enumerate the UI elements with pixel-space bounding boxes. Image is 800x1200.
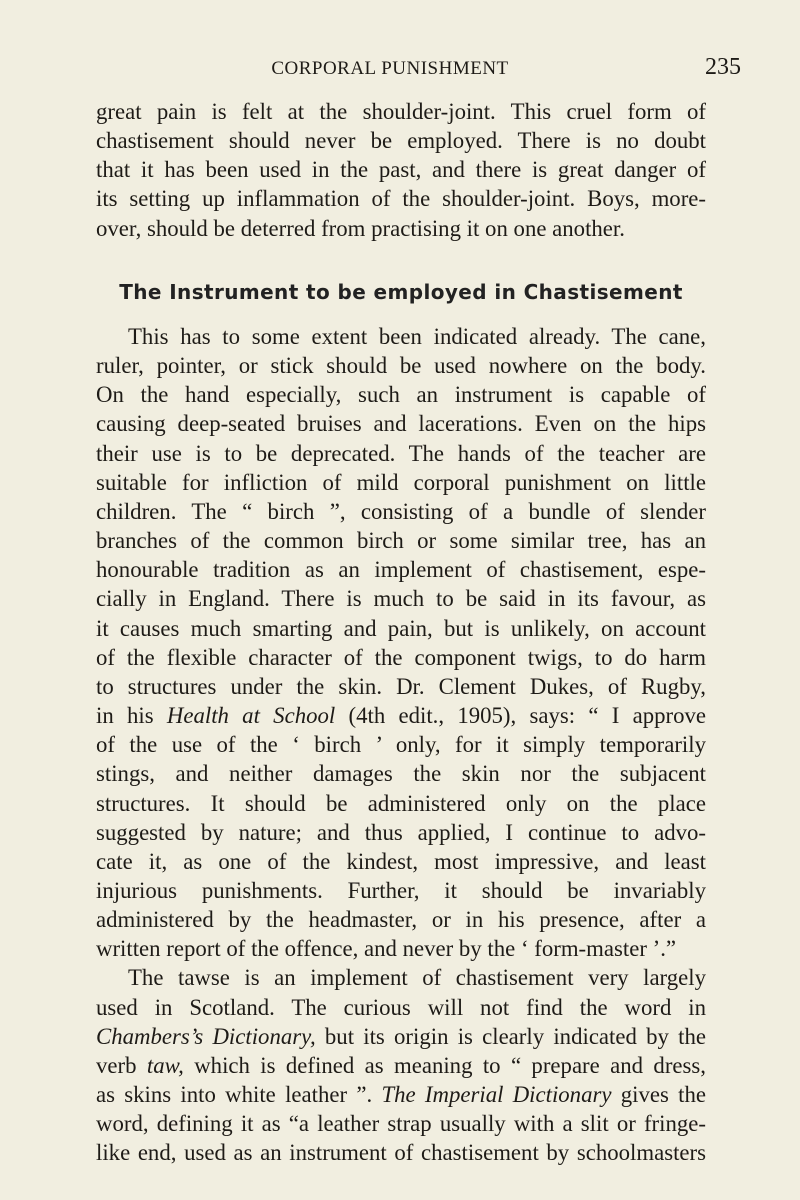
- line-fragment: which is defined as meaning to “ prepare and dress,: [183, 1052, 706, 1078]
- text-line: great pain is felt at the shoulder-joint. This cruel form of: [96, 99, 706, 124]
- text-line: stings, and neither damages the skin nor the subjacent: [96, 761, 706, 787]
- text-line: chastisement should never be employed. There is no doubt: [96, 128, 706, 154]
- text-line: of the use of the ‘ birch ’ only, for it simply temporarily: [96, 732, 706, 758]
- text-line: [96, 1051, 706, 1080]
- line-fragment: but its origin is clearly indicated by the: [315, 1023, 706, 1049]
- book-title-health-at-school: Health at School: [166, 703, 336, 729]
- text-line: that it has been used in the past, and there is great danger of: [96, 157, 706, 183]
- text-line: of the flexible character of the component twigs, to do harm: [96, 644, 706, 670]
- text-line: suggested by nature; and thus applied, I continue to advo-: [96, 819, 706, 845]
- text-line: injurious punishments. Further, it should be invariably: [96, 877, 706, 903]
- text-line: suitable for infliction of mild corporal punishment on little: [96, 469, 706, 495]
- line-fragment: in his: [96, 703, 167, 729]
- paragraph-1: [96, 97, 706, 243]
- text-line: to structures under the skin. Dr. Clement Dukes, of Rugby,: [96, 673, 706, 699]
- text-line: cially in England. There is much to be said in its favour, as: [96, 586, 706, 612]
- text-line: The tawse is an implement of chastisement very largely: [128, 965, 706, 991]
- text-line: This has to some extent been indicated already. The cane,: [128, 324, 706, 349]
- line-fragment: gives the: [611, 1082, 707, 1108]
- line-fragment: as skins into white leather ”.: [96, 1082, 382, 1108]
- text-line: [96, 1080, 706, 1109]
- text-line: honourable tradition as an implement of chastisement, espe-: [96, 557, 706, 583]
- text-line: administered by the headmaster, or in his presence, after a: [96, 907, 706, 933]
- text-line: their use is to be deprecated. The hands of the teacher are: [96, 440, 706, 466]
- word-taw: taw,: [146, 1052, 184, 1078]
- text-line: word, defining it as “a leather strap usually with a slit or fringe-: [96, 1111, 706, 1137]
- text-line: causing deep-seated bruises and lacerations. Even on the hips: [96, 411, 706, 437]
- line-fragment: verb: [96, 1052, 147, 1078]
- text-line: [96, 1022, 706, 1051]
- text-line: branches of the common birch or some similar tree, has an: [96, 528, 706, 554]
- page-number: 235: [705, 54, 741, 80]
- section-heading: The Instrument to be employed in Chastisement: [119, 280, 683, 304]
- text-line: [96, 701, 706, 730]
- text-line: ruler, pointer, or stick should be used nowhere on the body.: [96, 353, 706, 379]
- text-line: it causes much smarting and pain, but is unlikely, on account: [96, 615, 706, 641]
- text-line: cate it, as one of the kindest, most impressive, and least: [96, 848, 706, 874]
- text-line: On the hand especially, such an instrument is capable of: [96, 382, 706, 408]
- book-title-imperial-dictionary: The Imperial Dictionary: [381, 1082, 612, 1108]
- text-line: structures. It should be administered only on the place: [96, 790, 706, 816]
- paragraph-2: [96, 322, 706, 1168]
- text-line: its setting up inflammation of the shoulder-joint. Boys, more-: [96, 186, 706, 212]
- text-line: children. The “ birch ”, consisting of a bundle of slender: [96, 498, 706, 524]
- text-line: used in Scotland. The curious will not find the word in: [96, 994, 706, 1020]
- text-line: over, should be deterred from practising it on one another.: [96, 215, 625, 241]
- text-line: written report of the offence, and never by the ‘ form-master ’.”: [96, 936, 677, 962]
- running-head: CORPORAL PUNISHMENT: [271, 58, 509, 79]
- line-fragment: (4th edit., 1905), says: “ I approve: [335, 703, 707, 729]
- book-title-chambers-dictionary: Chambers’s Dictionary,: [96, 1023, 316, 1049]
- text-line: like end, used as an instrument of chastisement by schoolmasters: [96, 1140, 706, 1166]
